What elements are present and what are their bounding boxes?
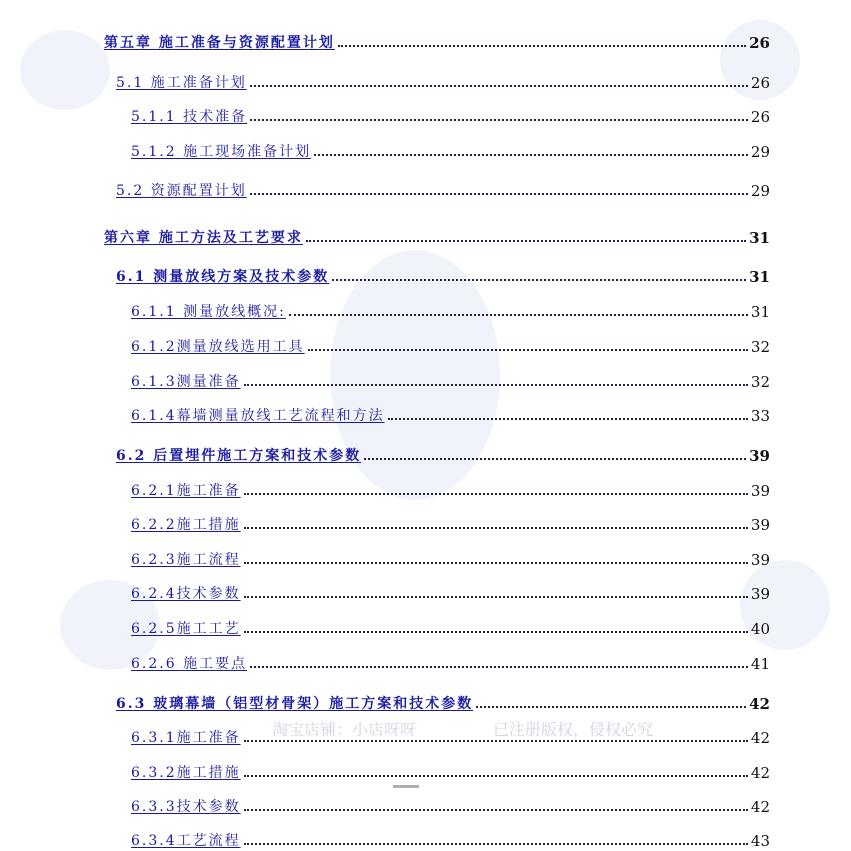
toc-entry-page: 42: [749, 695, 770, 713]
toc-entry-title[interactable]: 5.1 施工准备计划: [116, 75, 247, 91]
toc-entry-6-1[interactable]: [116, 264, 770, 286]
toc-entry-title[interactable]: 6.1.4幕墙测量放线工艺流程和方法: [131, 408, 385, 424]
toc-entry-6-1-2[interactable]: [131, 334, 770, 356]
toc-entry-6-2-1[interactable]: [131, 478, 770, 500]
toc-entry-title[interactable]: 6.2.2施工措施: [131, 517, 241, 533]
toc-entry-chapter-5[interactable]: [104, 30, 770, 52]
toc-entry-title[interactable]: 6.3 玻璃幕墙（铝型材骨架）施工方案和技术参数: [116, 696, 474, 712]
toc-entry-5-2[interactable]: [116, 178, 770, 200]
toc-entry-6-1-4[interactable]: [131, 403, 770, 425]
toc-leader-dots: [244, 740, 748, 742]
toc-entry-page: 32: [750, 338, 770, 356]
toc-entry-page: 31: [749, 229, 770, 247]
toc-entry-6-2-4[interactable]: [131, 581, 770, 603]
toc-entry-title[interactable]: 6.1.2测量放线选用工具: [131, 339, 305, 355]
toc-entry-chapter-6[interactable]: [104, 225, 770, 247]
toc-leader-dots: [244, 809, 748, 811]
toc-entry-6-1-3[interactable]: [131, 369, 770, 391]
toc-entry-page: 42: [750, 764, 770, 782]
toc-entry-title[interactable]: 6.3.2施工措施: [131, 765, 241, 781]
toc-entry-page: 39: [750, 516, 770, 534]
toc-entry-6-2-3[interactable]: [131, 547, 770, 569]
toc-entry-title[interactable]: 6.2.5施工工艺: [131, 621, 241, 637]
toc-entry-6-3[interactable]: [116, 691, 770, 713]
toc-entry-page: 31: [750, 303, 770, 321]
toc-entry-6-2-5[interactable]: [131, 616, 770, 638]
toc-entry-6-3-2[interactable]: [131, 760, 770, 782]
toc-entry-page: 39: [749, 447, 770, 465]
toc-entry-5-1-1[interactable]: [131, 104, 770, 126]
toc-entry-page: 42: [750, 798, 770, 816]
toc-entry-title[interactable]: 第五章 施工准备与资源配置计划: [104, 35, 335, 51]
toc-entry-page: 26: [749, 34, 770, 52]
toc-entry-page: 29: [750, 182, 770, 200]
toc-leader-dots: [306, 240, 746, 242]
toc-entry-title[interactable]: 6.2.3施工流程: [131, 552, 241, 568]
toc-entry-page: 31: [749, 268, 770, 286]
watermark-text: 已注册版权，侵权必究: [493, 720, 654, 739]
toc-entry-page: 41: [750, 655, 770, 673]
page-center-mark: [393, 785, 419, 788]
toc-leader-dots: [332, 279, 746, 281]
toc-entry-page: 32: [750, 373, 770, 391]
toc-entry-6-3-3[interactable]: [131, 794, 770, 816]
toc-leader-dots: [244, 631, 748, 633]
toc-entry-title[interactable]: 5.1.1 技术准备: [131, 109, 248, 125]
toc-leader-dots: [244, 843, 748, 845]
toc-leader-dots: [244, 527, 748, 529]
toc-entry-6-3-4[interactable]: [131, 828, 770, 850]
toc-entry-page: 33: [750, 407, 770, 425]
toc-entry-title[interactable]: 6.2.1施工准备: [131, 483, 241, 499]
toc-entry-5-1[interactable]: [116, 70, 770, 92]
toc-leader-dots: [244, 562, 748, 564]
toc-leader-dots: [250, 193, 748, 195]
toc-entry-title[interactable]: 6.2 后置埋件施工方案和技术参数: [116, 448, 362, 464]
toc-leader-dots: [244, 493, 748, 495]
toc-entry-6-2[interactable]: [116, 443, 770, 465]
toc-leader-dots: [364, 458, 746, 460]
toc-entry-title[interactable]: 6.3.4工艺流程: [131, 833, 241, 849]
toc-leader-dots: [388, 418, 748, 420]
toc-entry-page: 39: [750, 551, 770, 569]
toc-entry-6-1-1[interactable]: [131, 299, 770, 321]
toc-leader-dots: [338, 45, 746, 47]
toc-entry-page: 29: [750, 143, 770, 161]
toc-entry-page: 39: [750, 482, 770, 500]
toc-leader-dots: [244, 384, 748, 386]
toc-leader-dots: [250, 119, 748, 121]
toc-entry-page: 43: [750, 832, 770, 850]
toc-entry-6-2-2[interactable]: [131, 512, 770, 534]
toc-entry-title[interactable]: 6.1.1 测量放线概况:: [131, 304, 286, 320]
toc-entry-title[interactable]: 6.1 测量放线方案及技术参数: [116, 269, 330, 285]
toc-leader-dots: [476, 706, 746, 708]
toc-leader-dots: [244, 596, 748, 598]
toc-entry-6-2-6[interactable]: [131, 651, 770, 673]
toc-leader-dots: [250, 666, 748, 668]
toc-entry-page: 42: [750, 729, 770, 747]
toc-entry-page: 40: [750, 620, 770, 638]
toc-entry-page: 26: [750, 108, 770, 126]
watermark-text: 淘宝店铺：小店呀呀: [272, 720, 417, 739]
toc-entry-page: 39: [750, 585, 770, 603]
toc-leader-dots: [314, 154, 748, 156]
toc-entry-title[interactable]: 6.2.6 施工要点: [131, 656, 248, 672]
toc-entry-title[interactable]: 6.1.3测量准备: [131, 374, 241, 390]
toc-entry-title[interactable]: 第六章 施工方法及工艺要求: [104, 230, 303, 246]
toc-leader-dots: [289, 314, 748, 316]
toc-entry-title[interactable]: 6.3.3技术参数: [131, 799, 241, 815]
watermark-mascot-shape: [20, 30, 110, 110]
toc-leader-dots: [250, 85, 748, 87]
toc-entry-title[interactable]: 5.1.2 施工现场准备计划: [131, 144, 312, 160]
toc-entry-6-3-1[interactable]: [131, 725, 770, 747]
toc-entry-title[interactable]: 6.2.4技术参数: [131, 586, 241, 602]
toc-entry-page: 26: [750, 74, 770, 92]
toc-leader-dots: [308, 349, 748, 351]
toc-entry-5-1-2[interactable]: [131, 139, 770, 161]
toc-entry-title[interactable]: 5.2 资源配置计划: [116, 183, 247, 199]
toc-entry-title[interactable]: 6.3.1施工准备: [131, 730, 241, 746]
toc-leader-dots: [244, 775, 748, 777]
